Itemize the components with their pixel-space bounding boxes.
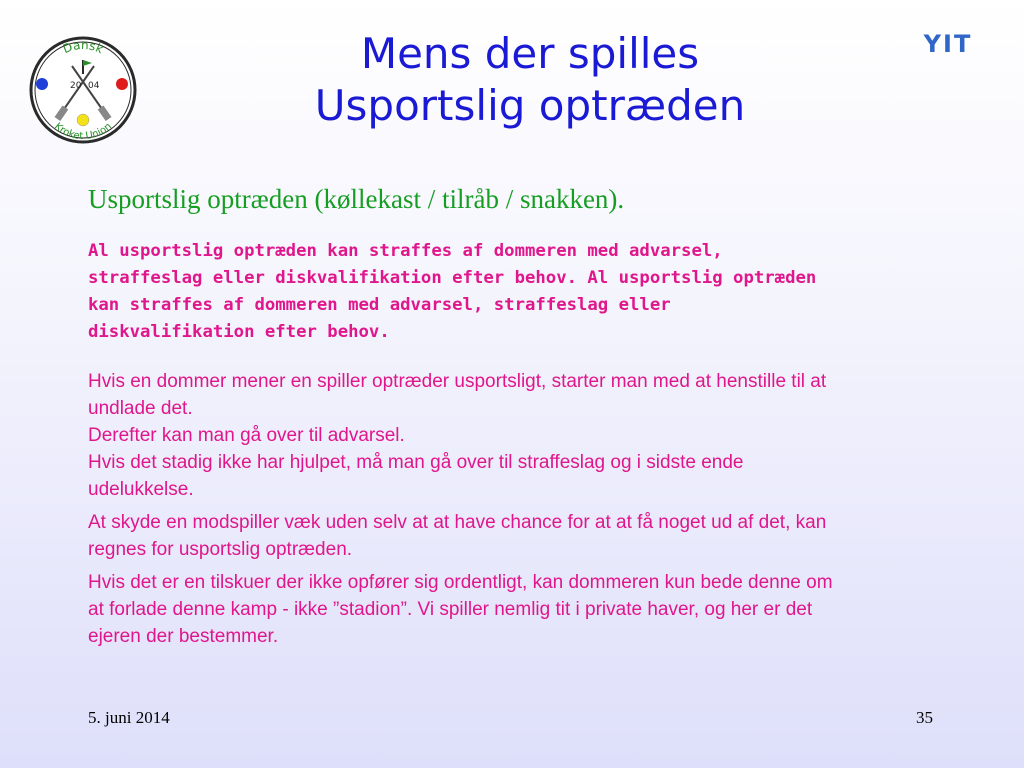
page-number: 35 [916, 708, 933, 727]
slide-title [180, 28, 880, 132]
paragraph-opponent-shot [88, 509, 988, 563]
paragraph-referee-steps [88, 368, 988, 503]
body-line: Hvis en dommer mener en spiller optræder usportsligt, starter man med at henstille til at [88, 371, 827, 392]
body-line: regnes for usportslig optræden. [88, 539, 353, 560]
body-line: ejeren der bestemmer. [88, 626, 279, 647]
emphasis-line: straffeslag eller diskvalifikation efter behov. Al usportslig optræden [88, 268, 817, 288]
emphasis-line: diskvalifikation efter behov. [88, 322, 390, 342]
title-line-2: Usportslig optræden [314, 81, 746, 130]
footer-date: 5. juni 2014 [88, 708, 170, 727]
yit-logo-text: YIT [923, 30, 973, 56]
yit-logo-icon [908, 30, 988, 56]
club-logo [24, 28, 142, 152]
body-line: At skyde en modspiller væk uden selv at at have chance for at at få noget ud af det, kan [88, 512, 827, 533]
body-line: at forlade denne kamp - ikke ”stadion”. Vi spiller nemlig tit i private haver, og her er det [88, 599, 813, 620]
logo-year-left: 20 [70, 81, 82, 91]
title-line-1: Mens der spilles [360, 29, 700, 78]
paragraph-spectator [88, 569, 988, 650]
logo-bottom-text: Kroket Union [52, 121, 114, 143]
body-line: undlade det. [88, 398, 193, 419]
body-line: udelukkelse. [88, 479, 194, 500]
logo-year-right: 04 [88, 81, 100, 91]
emphasis-paragraph [88, 238, 918, 346]
body-text [88, 368, 988, 656]
logo-top-text: Dansk [60, 37, 106, 57]
yit-brand-logo [908, 30, 988, 56]
body-line: Hvis det stadig ikke har hjulpet, må man gå over til straffeslag og i sidste ende [88, 452, 744, 473]
body-line: Derefter kan man gå over til advarsel. [88, 425, 405, 446]
emphasis-line: kan straffes af dommeren med advarsel, straffeslag eller [88, 295, 671, 315]
emphasis-line: Al usportslig optræden kan straffes af dommeren med advarsel, [88, 241, 723, 261]
body-line: Hvis det er en tilskuer der ikke opfører sig ordentligt, kan dommeren kun bede denne om [88, 572, 833, 593]
croquet-club-emblem-icon [24, 28, 142, 152]
section-heading: Usportslig optræden (køllekast / tilråb / snakken). [88, 184, 625, 214]
